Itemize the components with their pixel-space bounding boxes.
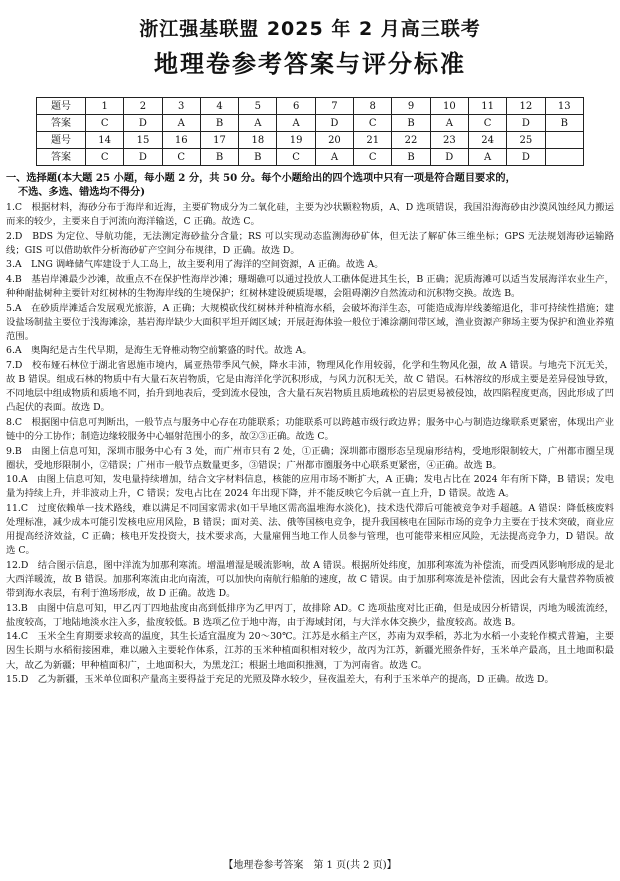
answer-cell: 16: [162, 132, 200, 149]
answer-cell: A: [468, 149, 506, 166]
answer-cell: 5: [239, 98, 277, 115]
explanation-item: 14.C 玉米全生育期要求较高的温度，其生长适宜温度为 20～30℃。江苏是水稻主产区，苏南为双季稻，苏北为水稻一小麦轮作模式普遍，主要因生长期与水稻衔接困难，难以融入主要轮作体系，江苏的玉米种植面积相对较少，故丙为江苏，新疆光照条件好，玉米单产最高，且土地面积最大，故乙为新疆；甲种植面积广，土地面积大，为黑龙江；根据土地面积推测，丁为河南省。故选 C。: [6, 631, 614, 671]
row-label: 题号: [37, 132, 86, 149]
explanation-item: 13.B 由图中信息可知，甲乙丙丁四地盐度由高到低排序为乙甲丙丁，故排除 AD。C 选项盐度对比正确，但是成因分析错误，丙地为暖流流经，盐度较高，丁地陆地淡水注入多，盐度较低。B 选项乙位于地中海，由于海域封闭，与大洋水体交换少，盐度较高。故选 B。: [6, 602, 614, 628]
answer-cell: 1: [86, 98, 124, 115]
answer-cell: 15: [124, 132, 162, 149]
answer-cell: [545, 132, 583, 149]
answer-cell: B: [392, 149, 430, 166]
explanation-item: 1.C 根据材料，海砂分布于海岸和近海，主要矿物成分为二氧化硅，主要为沙状颗粒物质，A、D 选项错误，我国沿海海砂由沙漠风蚀经风力搬运而来的较少，主要来自于河流向海洋输送，C 正确。故选 C。: [6, 202, 614, 228]
answer-table-row: [37, 98, 584, 115]
explanation-item: 7.D 校布娅石林位于湖北省恩施市境内，属亚热带季风气候，降水丰沛，物理风化作用较弱，化学和生物风化强，故 A 错误。与地壳下沉无关，故 B 错误。组成石林的物质中有大量石灰岩物质，它是由海洋化学沉积形成，与风力沉积无关，故 C 错误。石林溶纹的形成主要是差异侵蚀导致，不同地层中组成物质和质地不同，抬升到地表后，受到流水侵蚀，含大量石灰岩物质且质地疏松的岩层更易被侵蚀，故四陷程度更高，因此形成了凹凸起伏的表面。故选 D。: [6, 360, 614, 414]
answer-cell: D: [124, 115, 162, 132]
answer-cell: 23: [430, 132, 468, 149]
explanation-item: 12.D 结合图示信息，图中洋流为加那利寒流。增温增湿是暖流影响，故 A 错误。根据所处纬度，加那利寒流为补偿流，而受西风影响形成的是北大西洋暖流，故 B 错误。加那利寒流由北向南流，可以加快向南航行船舶的速度，故 C 错误。由于加那利寒流是补偿流，因此会有大量营养物质被带到海水表层，有利于渔场形成，故 D 正确。故选 D。: [6, 559, 614, 600]
explanation-item: 6.A 奥陶纪是古生代早期，是海生无脊椎动物空前繁盛的时代。故选 A。: [6, 345, 312, 357]
answer-cell: 3: [162, 98, 200, 115]
answer-cell: D: [430, 149, 468, 166]
answer-cell: B: [200, 149, 238, 166]
answer-cell: 8: [354, 98, 392, 115]
answer-cell: 22: [392, 132, 430, 149]
answer-table: [36, 97, 584, 166]
row-label: 题号: [37, 98, 86, 115]
answer-cell: 25: [507, 132, 545, 149]
answer-cell: A: [315, 149, 353, 166]
answer-cell: 11: [468, 98, 506, 115]
page-footer: 【地理卷参考答案 第 1 页(共 2 页)】: [223, 860, 397, 871]
exam-title: 浙江强基联盟 2025 年 2 月高三联考: [139, 18, 481, 40]
section-heading-line1: 一、选择题(本大题 25 小题，每小题 2 分，共 50 分。每个小题给出的四个选项中只有一项是符合题目要求的，: [6, 172, 516, 184]
explanation-item: 4.B 基岩岸滩最少沙滩，故重点不在保护性海岸沙滩；珊瑚礁可以通过投放人工礁体促进其生长，B 正确；泥质海滩可以适当发展海洋农业生产，种种耐盐树种主要针对红树林的生物海岸线的生境保护；红树林建设硬质堤堰，会阻碍潮汐自然流动和沉积物交换。故选 B。: [6, 273, 614, 300]
answer-cell: 12: [507, 98, 545, 115]
answer-cell: A: [430, 115, 468, 132]
answer-cell: B: [200, 115, 238, 132]
explanation-item: 15.D 乙为新疆，玉米单位面积产量高主要得益于充足的光照及降水较少，昼夜温差大，有利于玉米单产的提高，D 正确。故选 D。: [6, 674, 554, 686]
explanation-item: 2.D BDS 为定位、导航功能，无法测定海砂盐分含量；RS 可以实现动态监测海砂矿体，但无法了解矿体三维坐标；GPS 无法规划海砂运输路线；GIS 可以借助软件分析海砂矿产空间分布规律，D 正确。故选 D。: [6, 230, 614, 256]
answer-cell: D: [507, 115, 545, 132]
answer-cell: A: [239, 115, 277, 132]
answer-table-row: [37, 132, 584, 149]
answer-cell: 2: [124, 98, 162, 115]
answer-cell: 10: [430, 98, 468, 115]
answer-cell: B: [239, 149, 277, 166]
answer-cell: 18: [239, 132, 277, 149]
answer-cell: 24: [468, 132, 506, 149]
explanation-item: 9.B 由图上信息可知，深圳市服务中心有 3 处，而广州市只有 2 处，①正确；深圳都市圈形态呈现扇形结构，受地形限制较大，广州都市圈呈现圈状，受地形限制小，②错误；广州市一般节点数量更多，③错误；广州都市圈服务中心联系更紧密，④正确。故选 B。: [6, 445, 614, 471]
explanation-item: 10.A 由图上信息可知，发电量持续增加，结合文字材料信息，核能的应用市场不断扩大，A 正确；发电占比在 2024 年有所下降，B 错误；发电量为持续上升，并非波动上升，C 错误；发电占比在 2024 年出现下降，并不能反映它今后就一直上升，D 错误。故选 A。: [6, 474, 614, 500]
answer-cell: C: [86, 115, 124, 132]
answer-cell: 17: [200, 132, 238, 149]
answer-table-row: [37, 149, 584, 166]
answer-cell: A: [162, 115, 200, 132]
explanation-list: [6, 201, 614, 688]
answer-cell: 14: [86, 132, 124, 149]
answer-cell: [545, 149, 583, 166]
answer-cell: 20: [315, 132, 353, 149]
explanation-item: 5.A 在砂质岸滩适合发展观光旅游，A 正确；大规模砍伐红树林并种植海水稻，会破坏海洋生态，可能造成海岸线萎缩退化，非可持续性措施；建设盐场制盐主要位于浅海滩涂，基岩海岸缺少大面积平坦开阔区域；开展赶海体验一般位于滩涂潮间带区域，渔业资源产卵场主要为保护和渔业养殖范围。: [6, 302, 614, 342]
answer-cell: A: [277, 115, 315, 132]
row-label: 答案: [37, 115, 86, 132]
answer-cell: D: [315, 115, 353, 132]
answer-cell: B: [392, 115, 430, 132]
answer-cell: C: [86, 149, 124, 166]
answer-cell: 7: [315, 98, 353, 115]
page-title: 地理卷参考答案与评分标准: [154, 50, 466, 78]
answer-cell: 9: [392, 98, 430, 115]
answer-cell: 21: [354, 132, 392, 149]
answer-cell: 13: [545, 98, 583, 115]
answer-cell: D: [124, 149, 162, 166]
section-heading: [6, 171, 614, 199]
explanation-item: 8.C 根据图中信息可判断出，一般节点与服务中心存在功能联系；功能联系可以跨越市级行政边界；服务中心与制造边缘联系更紧密，体现出产业链中的分工协作；制造边缘较服务中心辐射范围小的多，故②③正确。故选 C。: [6, 416, 614, 442]
row-label: 答案: [37, 149, 86, 166]
section-heading-line2: 不选、多选、错选均不得分): [18, 186, 146, 198]
answer-cell: C: [162, 149, 200, 166]
answer-cell: C: [277, 149, 315, 166]
explanation-item: 11.C 过度依赖单一技术路线，难以满足不同国家需求(如干旱地区需高温堆海水淡化)，技术迭代滞后可能被竞争对手超越。A 错误：降低核废料处理标准，减少成本可能引发核电应用风险，B 错误；面对美、法、俄等国核电竞争，提升我国核电在国际市场的竞争力主要在于技术突破，商业应用提高经济效益，C 正确；核电开发投资大，技术要求高，大量雇佣当地工作人员参与管理，也可能带来相应风险，无法提高竞争力，D 错误。故选 C。: [6, 502, 614, 557]
answer-cell: 6: [277, 98, 315, 115]
answer-cell: B: [545, 115, 583, 132]
answer-table-row: [37, 115, 584, 132]
explanation-item: 3.A LNG 调峰储气库建设于人工岛上，故主要利用了海洋的空间资源，A 正确。故选 A。: [6, 259, 384, 271]
answer-cell: C: [354, 149, 392, 166]
answer-cell: 4: [200, 98, 238, 115]
answer-cell: C: [468, 115, 506, 132]
answer-cell: 19: [277, 132, 315, 149]
answer-cell: D: [507, 149, 545, 166]
answer-cell: C: [354, 115, 392, 132]
